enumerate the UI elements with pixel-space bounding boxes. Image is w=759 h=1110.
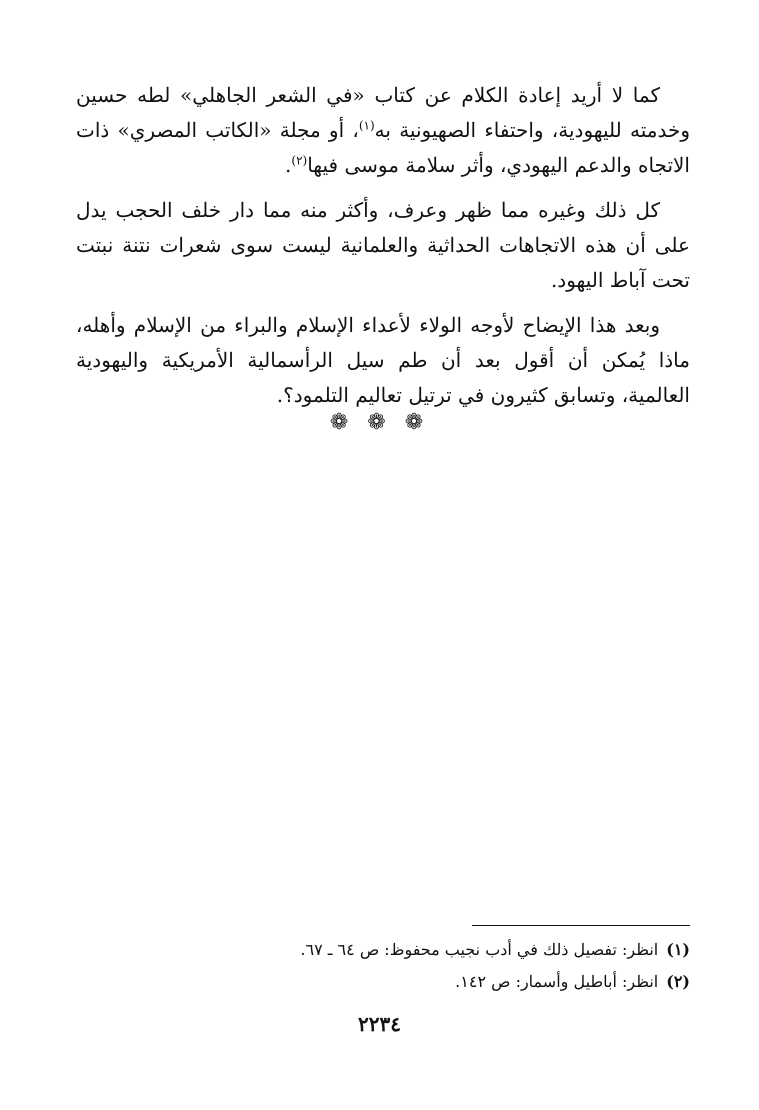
footnote-1-number: (١): [666, 940, 690, 959]
footnote-separator: [472, 925, 690, 926]
footnote-ref-2: (٢): [291, 153, 308, 168]
paragraph-3: وبعد هذا الإيضاح لأوجه الولاء لأعداء الإسلام والبراء من الإسلام وأهله، ماذا يُمكن أن أقول بعد أن طم سيل الرأسمالية الأمريكية واليهودية العالمية، وتسابق كثيرون في ترتيل تعاليم التلمود؟.: [76, 313, 690, 407]
footnote-2-number: (٢): [666, 972, 690, 991]
footnote-2-text: انظر: أباطيل وأسمار: ص ١٤٢.: [455, 972, 659, 991]
paragraph-1-text-a: كما لا أريد إعادة الكلام عن كتاب «في الشعر الجاهلي» لطه حسين وخدمته لليهودية، واحتفاء الصهيونية به: [76, 83, 690, 142]
section-divider-ornament-icon: ❁ ❁ ❁: [329, 410, 430, 435]
paragraph-2: كل ذلك وغيره مما ظهر وعرف، وأكثر منه مما دار خلف الحجب يدل على أن هذه الاتجاهات الحداثية والعلمانية ليست سوى شعرات نتنة نبتت تحت آباط اليهود.: [76, 198, 690, 292]
paragraph-1: [76, 78, 690, 183]
paragraph-1-text-b: ، أو مجلة «الكاتب المصري» ذات الاتجاه والدعم اليهودي، وأثر سلامة موسى فيها: [76, 118, 690, 177]
footnote-1-text: انظر: تفصيل ذلك في أدب نجيب محفوظ: ص ٦٤ ـ ٦٧.: [300, 940, 659, 959]
page-number: ٢٢٣٤: [358, 1012, 401, 1036]
body-text: [76, 78, 690, 423]
footnote-2: [76, 966, 690, 998]
paragraph-1-text-c: .: [285, 153, 292, 177]
footnote-ref-1: (١): [358, 118, 375, 133]
footnotes: [76, 934, 690, 998]
footnote-1: [76, 934, 690, 966]
